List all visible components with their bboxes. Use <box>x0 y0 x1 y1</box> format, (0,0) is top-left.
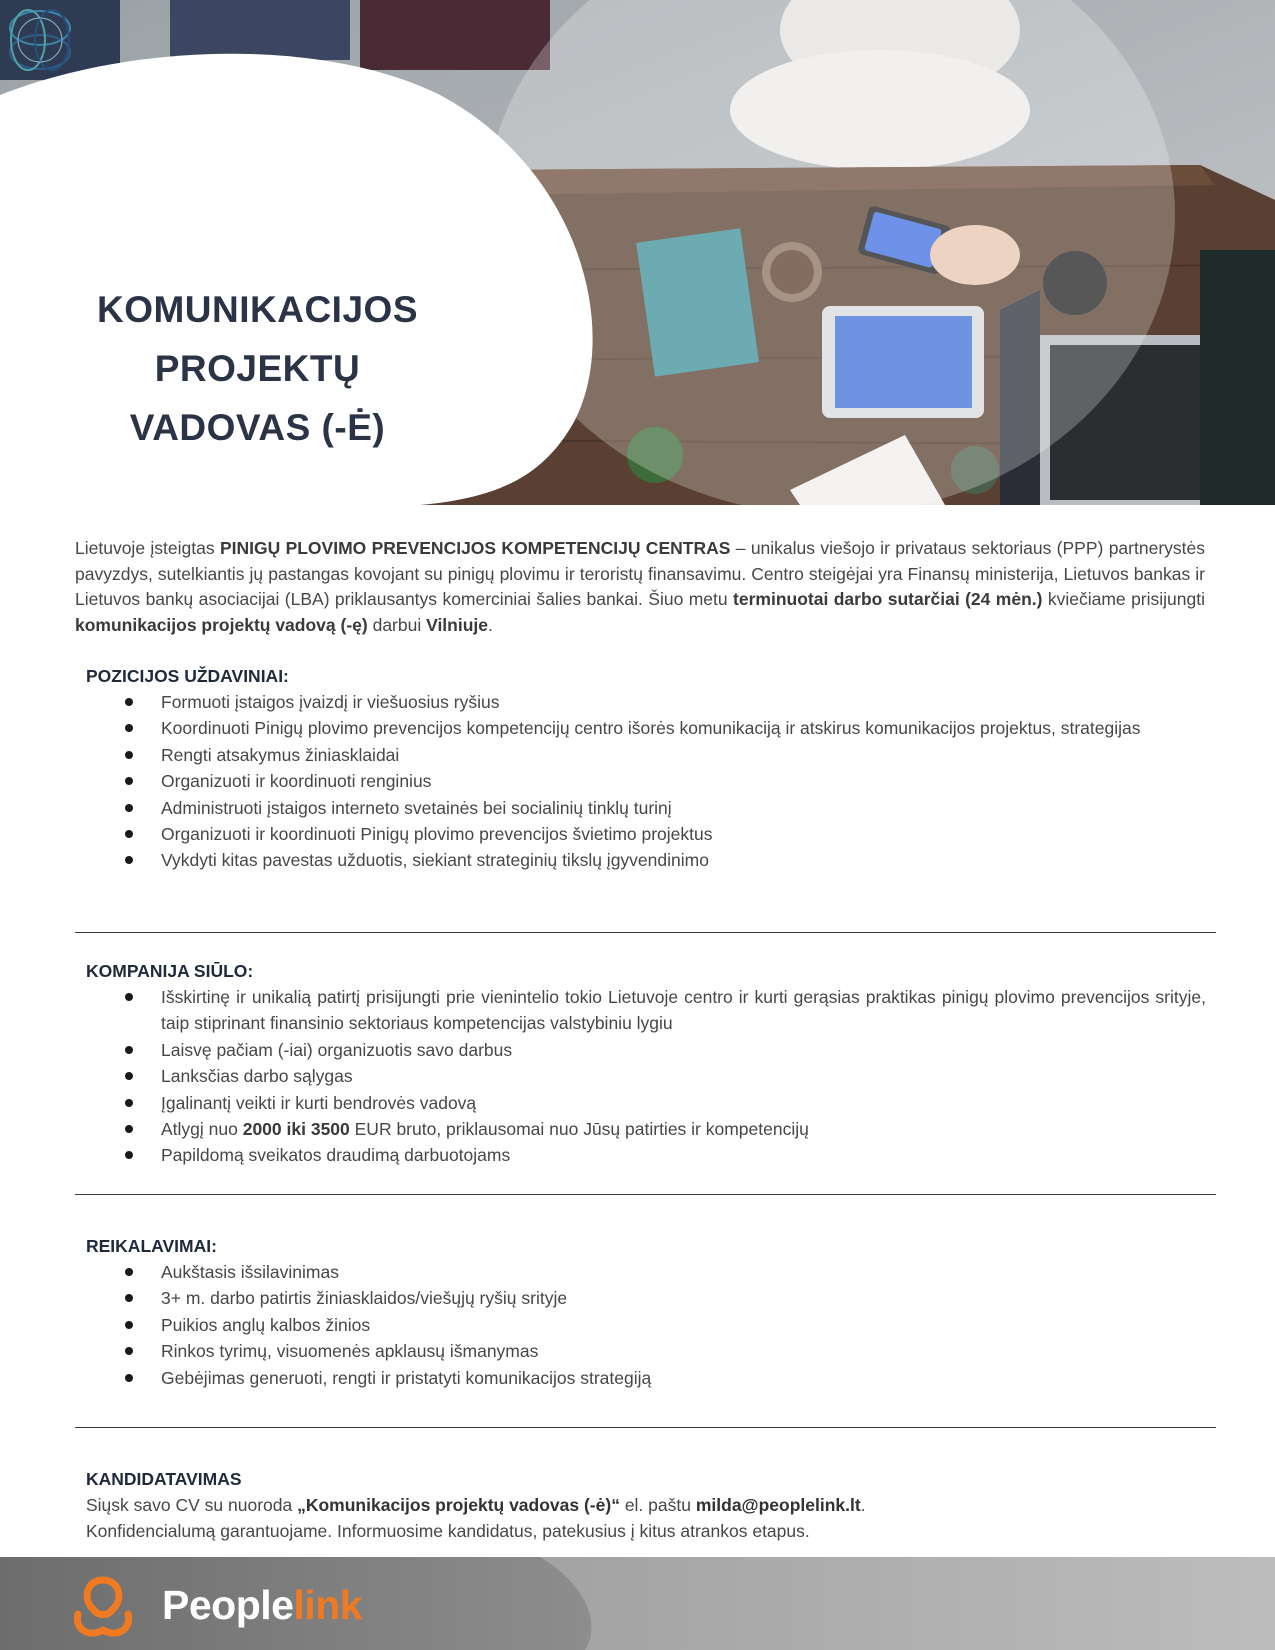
list-item: Rinkos tyrimų, visuomenės apklausų išmanymas <box>86 1338 1206 1364</box>
application-text: Siųsk savo CV su nuoroda <box>86 1495 298 1515</box>
contract-term: terminuotai darbo sutarčiai (24 mėn.) <box>733 589 1043 609</box>
tasks-list <box>86 689 1206 874</box>
hero-banner <box>0 0 1275 505</box>
list-item: Aukštasis išsilavinimas <box>86 1259 1206 1285</box>
list-item: Puikios anglų kalbos žinios <box>86 1312 1206 1338</box>
list-item: Organizuoti ir koordinuoti renginius <box>86 768 1206 794</box>
list-item: 3+ m. darbo patirtis žiniasklaidos/viešųjų ryšių srityje <box>86 1285 1206 1311</box>
wordmark-link: link <box>293 1582 363 1628</box>
section-divider <box>75 1427 1216 1428</box>
list-item: Lanksčias darbo sąlygas <box>86 1063 1206 1089</box>
list-item: Koordinuoti Pinigų plovimo prevencijos kompetencijų centro išorės komunikaciją ir atskirus komunikacijos projektus, strategijas <box>86 715 1206 741</box>
intro-text: Lietuvoje įsteigtas <box>75 538 220 558</box>
requirements-list <box>86 1259 1206 1391</box>
application-text: el. paštu <box>619 1495 696 1515</box>
job-title <box>70 280 445 457</box>
list-item: Formuoti įstaigos įvaizdį ir viešuosius ryšius <box>86 689 1206 715</box>
location: Vilniuje <box>426 614 489 635</box>
intro-paragraph <box>75 536 1205 638</box>
application-line-2: Konfidencialumą garantuojame. Informuosime kandidatus, patekusius į kitus atrankos etapus. <box>86 1521 810 1541</box>
position-name: komunikacijos projektų vadovą (-ę) <box>75 614 368 635</box>
list-item: Papildomą sveikatos draudimą darbuotojams <box>86 1142 1206 1168</box>
section-divider <box>75 932 1216 933</box>
intro-text: . <box>488 614 493 635</box>
centre-name: PINIGŲ PLOVIMO PREVENCIJOS KOMPETENCIJŲ CENTRAS <box>219 538 731 558</box>
peoplelink-logo-icon <box>68 1572 138 1642</box>
requirements-heading: REIKALAVIMAI: <box>86 1236 217 1256</box>
job-title-line-3: VADOVAS (-Ė) <box>129 407 386 448</box>
application-text: . <box>860 1495 866 1515</box>
list-item: Vykdyti kitas pavestas užduotis, siekiant strateginių tikslų įgyvendinimo <box>86 847 1206 873</box>
list-item: Administruoti įstaigos interneto svetainės bei socialinių tinklų turinį <box>86 795 1206 821</box>
offer-section <box>86 958 1206 1169</box>
section-divider <box>75 1194 1216 1195</box>
job-title-line-1: KOMUNIKACIJOS <box>96 289 419 330</box>
offer-list <box>86 984 1206 1169</box>
requirements-section <box>86 1233 1206 1391</box>
intro-text: – unikalus viešojo ir privataus sektoriaus (PPP) partnerystės pavyzdys, sutelkiantis jų pastangas kovojant su pinigų plovimu ir teroristų finansavimu. Centro steigėjai yra Finansų ministerija, Lietuvos bankas ir Lietuvos bankų asociacijai (LBA) priklausantys komerciniai šalies bankai. Šiuo metu <box>75 538 1205 609</box>
intro-text: kviečiame prisijungti <box>1042 589 1205 609</box>
list-item: Įgalinantį veikti ir kurti bendrovės vadovą <box>86 1090 1206 1116</box>
list-item: Rengti atsakymus žiniasklaidai <box>86 742 1206 768</box>
application-section <box>86 1466 1206 1544</box>
salary-item <box>86 1116 1206 1142</box>
job-title-line-2: PROJEKTŲ <box>154 348 361 389</box>
salary-range: 2000 iki 3500 <box>242 1119 350 1140</box>
application-line-1 <box>86 1492 1206 1518</box>
list-item: Laisvę pačiam (-iai) organizuotis savo darbus <box>86 1037 1206 1063</box>
tasks-heading: POZICIJOS UŽDAVINIAI: <box>86 666 289 686</box>
intro-text: darbui <box>367 614 427 635</box>
salary-text: Atlygį nuo <box>161 1119 243 1140</box>
reference-text: „Komunikacijos projektų vadovas (-ė)“ <box>297 1495 620 1515</box>
list-item: Organizuoti ir koordinuoti Pinigų plovimo prevencijos švietimo projektus <box>86 821 1206 847</box>
application-heading: KANDIDATAVIMAS <box>86 1469 242 1489</box>
offer-heading: KOMPANIJA SIŪLO: <box>86 961 254 981</box>
salary-text: EUR bruto, priklausomai nuo Jūsų patirties ir kompetencijų <box>349 1119 809 1140</box>
peoplelink-wordmark <box>162 1580 362 1630</box>
list-item: Išskirtinę ir unikalią patirtį prisijungti prie vienintelio tokio Lietuvoje centro ir kurti gerąsias praktikas pinigų plovimo prevencijos srityje, taip stiprinant finansinio sektoriaus kompetencijas valstybiniu lygiu <box>86 984 1206 1037</box>
list-item: Gebėjimas generuoti, rengti ir pristatyti komunikacijos strategiją <box>86 1365 1206 1391</box>
interlocking-rings-logo <box>0 0 80 80</box>
email-address[interactable]: milda@peoplelink.lt <box>695 1495 861 1515</box>
tasks-section <box>86 663 1206 874</box>
wordmark-people: People <box>162 1582 294 1628</box>
